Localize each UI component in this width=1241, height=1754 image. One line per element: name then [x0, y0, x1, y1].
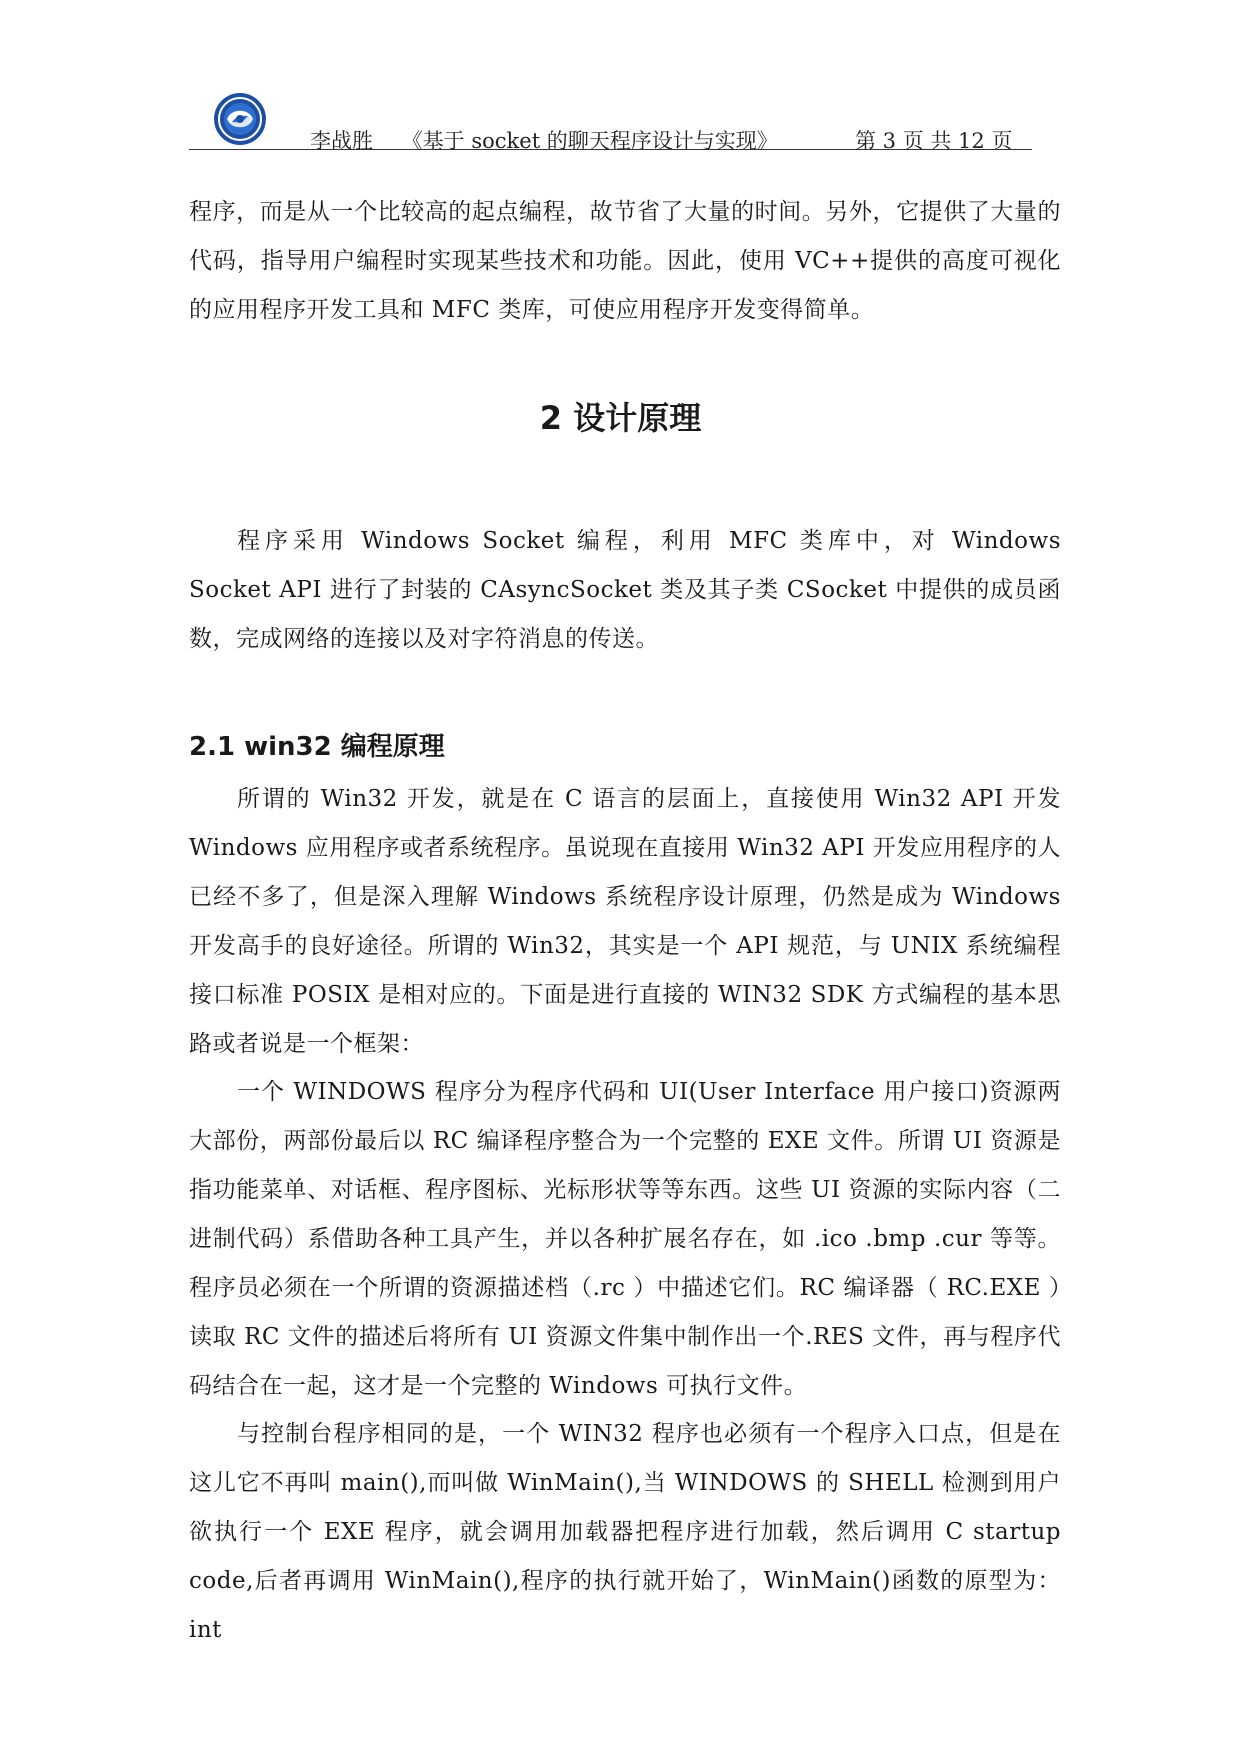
running-header: [310, 125, 1030, 155]
header-title: 《基于 socket 的聊天程序设计与实现》: [401, 129, 778, 153]
header-rule: [189, 149, 1032, 150]
section-heading: 2 设计原理: [539, 399, 702, 437]
header-author: 李战胜: [310, 129, 373, 153]
university-logo-icon: [213, 92, 267, 146]
subsection-heading: 2.1 win32 编程原理: [189, 732, 445, 762]
header-page-info: 第 3 页 共 12 页: [855, 129, 1013, 153]
paragraph-winmain: 与控制台程序相同的是，一个 WIN32 程序也必须有一个程序入口点，但是在这儿它不再叫 main(),而叫做 WinMain(),当 WINDOWS 的 SHELL 检测到用户欲执行一个 EXE 程序，就会调用加载器把程序进行加载，然后调用 C startup code,后者再调用 WinMain(),程序的执行就开始了，WinMain()函数的原型为：int: [189, 1421, 1061, 1643]
paragraph-design-intro: 程序采用 Windows Socket 编程，利用 MFC 类库中，对 Windows Socket API 进行了封装的 CAsyncSocket 类及其子类 CSocket 中提供的成员函数，完成网络的连接以及对字符消息的传送。: [189, 528, 1061, 652]
paragraph-windows-program-structure: 一个 WINDOWS 程序分为程序代码和 UI(User Interface 用户接口)资源两大部份，两部份最后以 RC 编译程序整合为一个完整的 EXE 文件。所谓 UI 资源是指功能菜单、对话框、程序图标、光标形状等等东西。这些 UI 资源的实际内容（二进制代码）系借助各种工具产生，并以各种扩展名存在，如 .ico .bmp .cur 等等。程序员必须在一个所谓的资源描述档（.rc ）中描述它们。RC 编译器（ RC.EXE ）读取 RC 文件的描述后将所有 UI 资源文件集中制作出一个.RES 文件，再与程序代码结合在一起，这才是一个完整的 Windows 可执行文件。: [189, 1079, 1061, 1399]
paragraph-win32-intro: 所谓的 Win32 开发，就是在 C 语言的层面上，直接使用 Win32 API 开发 Windows 应用程序或者系统程序。虽说现在直接用 Win32 API 开发应用程序的人已经不多了，但是深入理解 Windows 系统程序设计原理，仍然是成为 Windows 开发高手的良好途径。所谓的 Win32，其实是一个 API 规范，与 UNIX 系统编程接口标准 POSIX 是相对应的。下面是进行直接的 WIN32 SDK 方式编程的基本思路或者说是一个框架：: [189, 786, 1061, 1057]
paragraph-continued: 程序，而是从一个比较高的起点编程，故节省了大量的时间。另外，它提供了大量的代码，指导用户编程时实现某些技术和功能。因此，使用 VC++提供的高度可视化的应用程序开发工具和 MFC 类库，可使应用程序开发变得简单。: [189, 199, 1061, 323]
